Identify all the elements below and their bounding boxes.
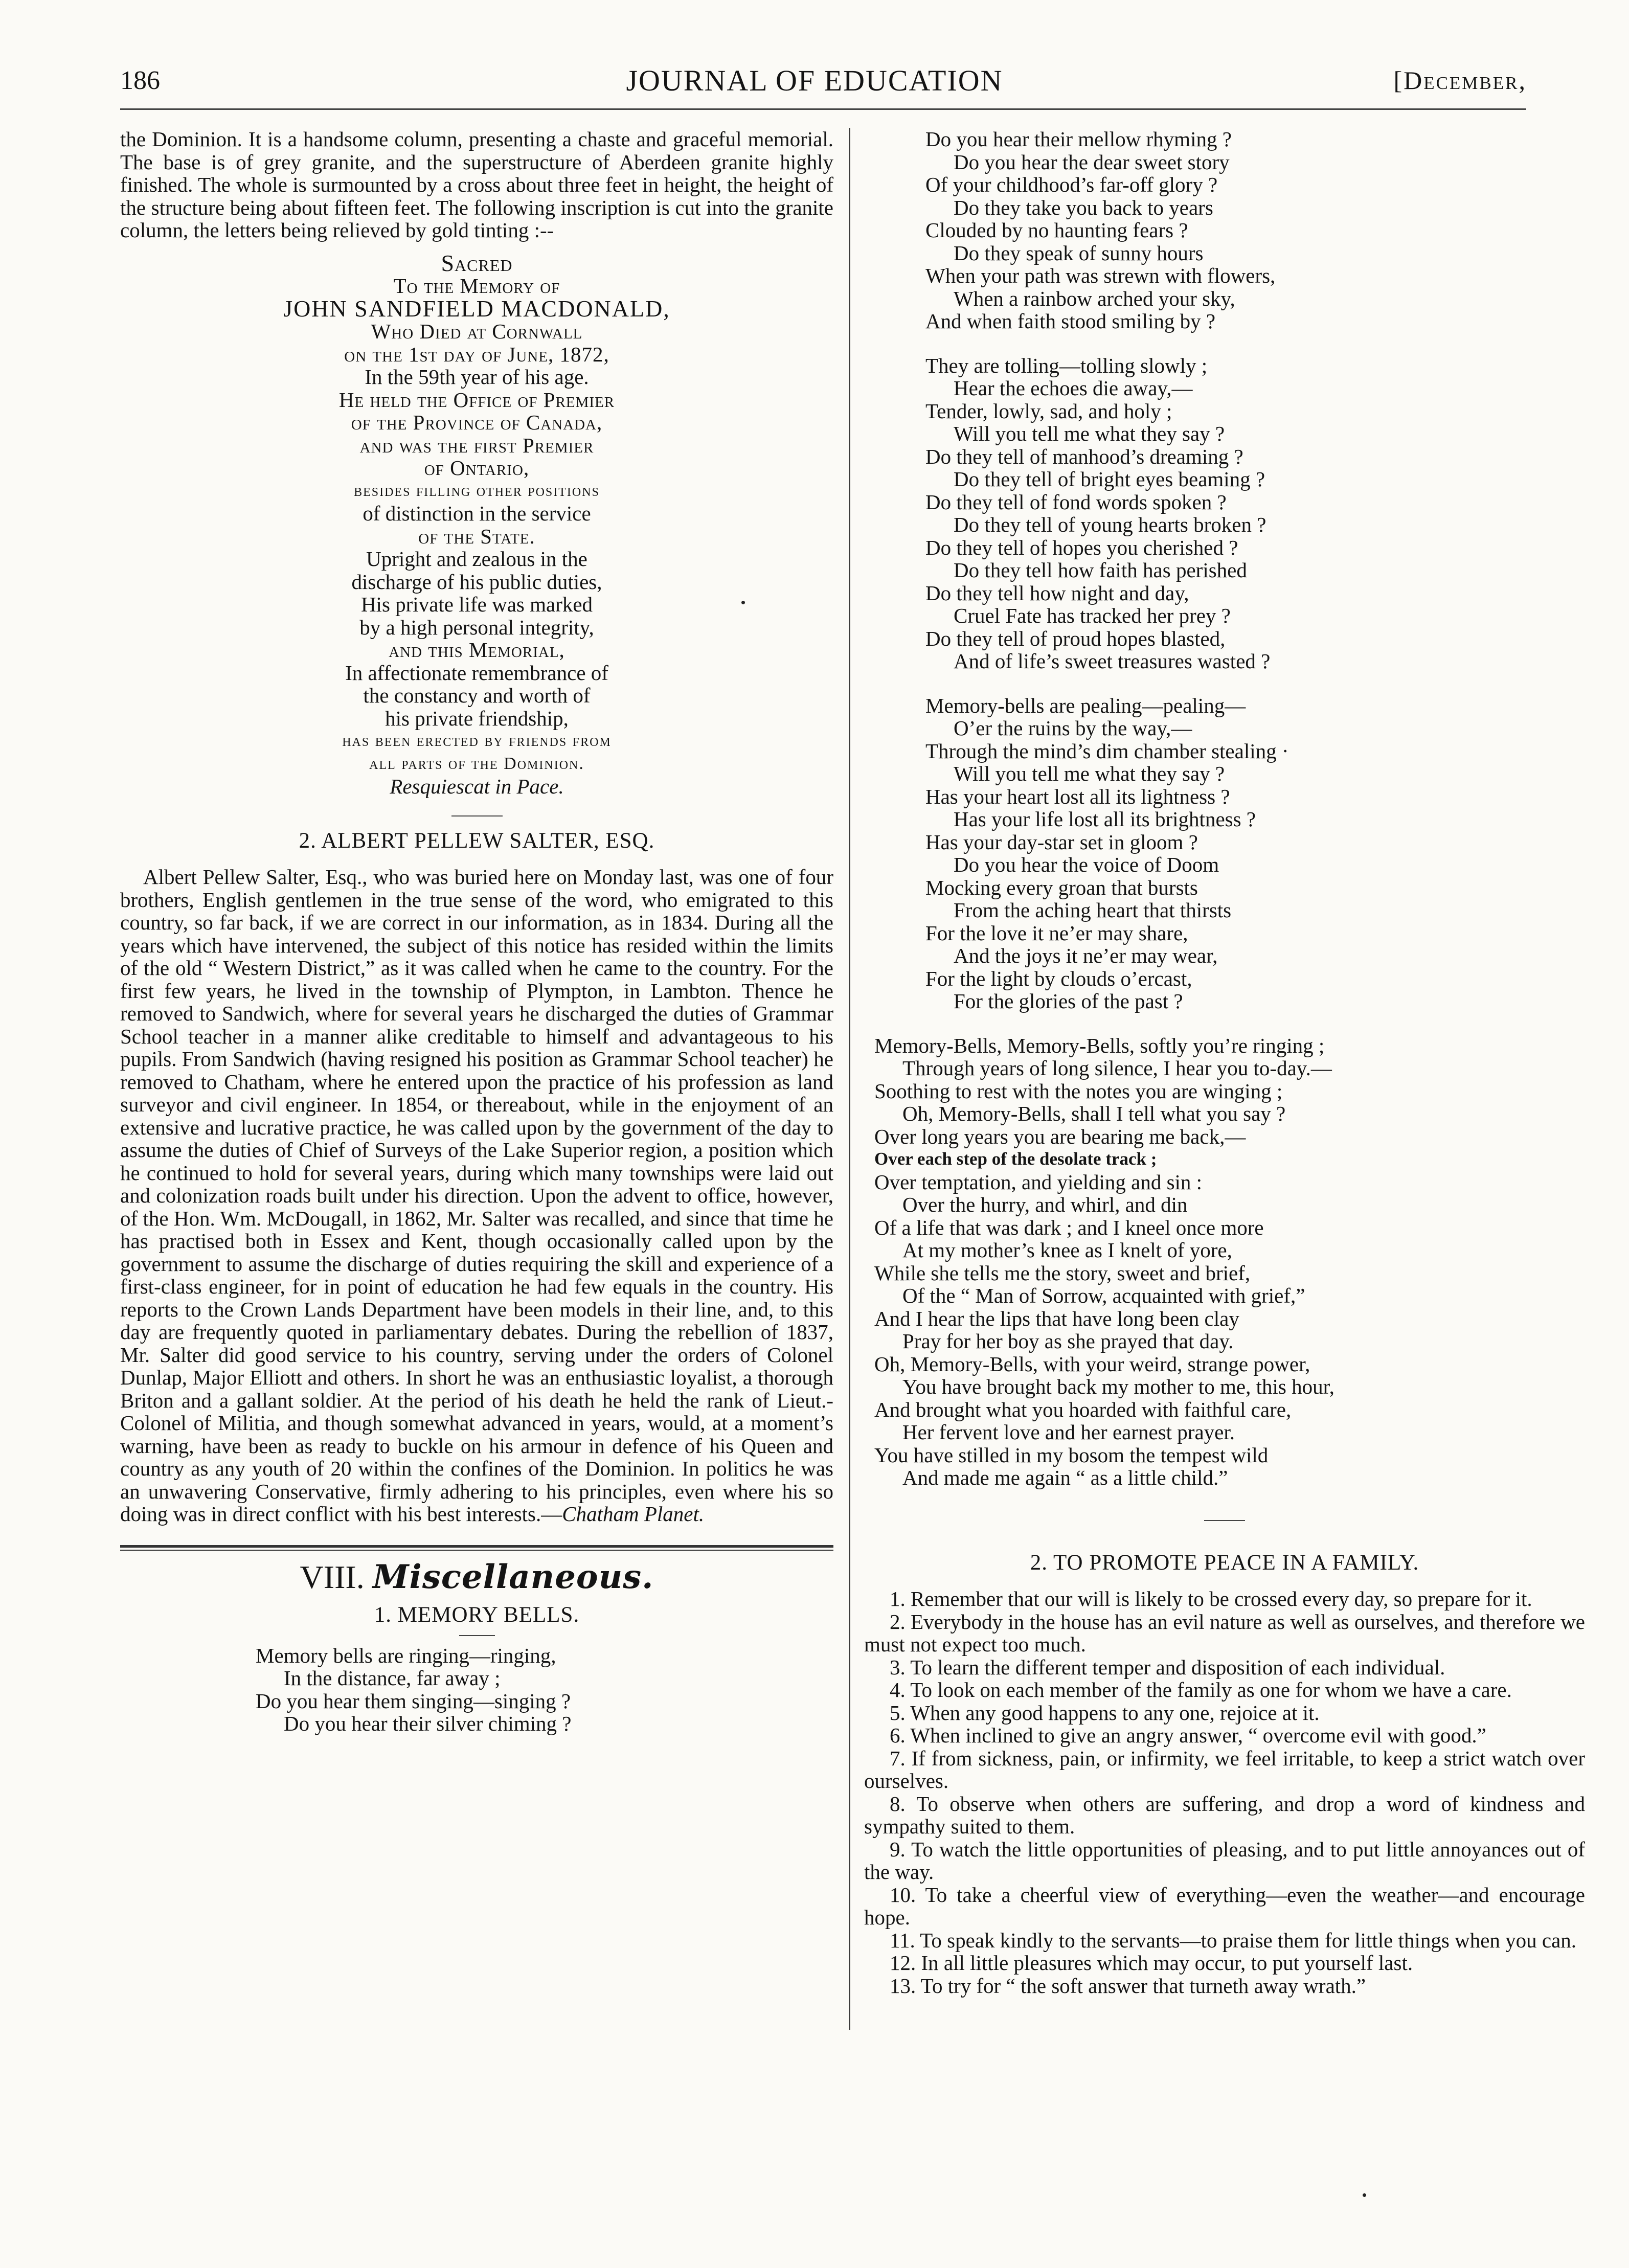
poem-line: Oh, Memory-Bells, shall I tell what you say ? xyxy=(902,1102,1286,1125)
inscription-line: and this Memorial, xyxy=(389,638,565,662)
poem-line: Do they speak of sunny hours xyxy=(954,241,1204,265)
inscription-line: has been erected by friends from xyxy=(342,731,612,750)
list-item: 10. To take a cheerful view of everything—even the weather—and encourage hope. xyxy=(864,1883,1585,1929)
page-header xyxy=(0,0,1629,118)
poem-line: Her fervent love and her earnest prayer. xyxy=(902,1420,1235,1444)
poem-line: While she tells me the story, sweet and brief, xyxy=(874,1261,1251,1285)
poem-line: Do they tell of manhood’s dreaming ? xyxy=(925,444,1243,468)
poem-line: Over long years you are bearing me back,— xyxy=(874,1124,1246,1148)
inscription-line: and was the first Premier xyxy=(359,433,594,457)
inscription-line: Upright and zealous in the xyxy=(366,547,587,571)
page-number: 186 xyxy=(120,66,160,95)
memory-bells-stanza-1 xyxy=(864,128,1585,1013)
issue-month: [December, xyxy=(1393,66,1527,95)
poem-line: You have stilled in my bosom the tempest wild xyxy=(874,1443,1269,1467)
poem-line: Over temptation, and yielding and sin : xyxy=(874,1170,1203,1194)
memory-bells-opening xyxy=(256,1644,695,1735)
ink-speck xyxy=(741,601,745,604)
inscription-line: His private life was marked xyxy=(360,593,593,616)
poem-line: They are tolling—tolling slowly ; xyxy=(925,353,1208,377)
salter-text: Albert Pellew Salter, Esq., who was buried here on Monday last, was one of four brothers, English gentlemen in the true sense of the word, who emigrated to this country, so far back, if we are correct in our information, as in 1834. During all the years which have intervened, the subject of this notice has resided within the limits of the old “ Western District,” as it was called when he came to the country. For the first few years, he lived in the township of Plympton, in Lambton. Thence he removed to Sandwich, where for several years he discharged the duties of Grammar School teacher in a manner alike creditable to himself and advantageous to his pupils. From Sandwich (having resigned his position as Grammar School teacher) he removed to Chatham, where he entered upon the practice of his profession as land surveyor and civil engineer. In 1854, or thereabout, while in the enjoyment of an extensive and lucrative practice, he was called upon by the government of the day to assume the duties of Chief of Surveys of the Lake Superior region, a position which he continued to hold for several years, during which many townships were laid out and colonization roads built under his direction. Upon the advent to office, however, of the Hon. Wm. McDougall, in 1862, Mr. Salter was recalled, and since that time he has practised both in Essex and Kent, though occasionally called upon by the government to assume the discharge of duties requiring the skill and experience of a first-class engineer, for in point of education he had few equals in the country. His reports to the Crown Lands Department have been models in their line, and, to this day are frequently quoted in parliamentary debates. During the rebellion of 1837, Mr. Salter did good service to his country, serving under the orders of Colonel Dunlap, Major Elliott and others. In short he was an enthusiastic loyalist, a thorough Briton and a gallant soldier. At the period of his death he held the rank of Lieut.-Colonel of Militia, and though somewhat advanced in years, would, at a moment’s warning, have been as ready to buckle on his armour in defence of his Queen and country as any youth of 20 within the confines of the Dominion. In politics he was an unwavering Conservative, firmly adhering to his principles, even where his so doing was in direct conflict with his best interests.— xyxy=(120,865,833,1526)
poem-line: Through years of long silence, I hear you to-day.— xyxy=(902,1056,1332,1080)
poem-line: Has your day-star set in gloom ? xyxy=(925,830,1198,854)
inscription-line: In the 59th year of his age. xyxy=(365,365,589,389)
header-rule xyxy=(120,108,1526,110)
inscription-line: by a high personal integrity, xyxy=(359,615,594,639)
inscription-line: of the Province of Canada, xyxy=(351,411,603,434)
poem-line: Memory bells are ringing—ringing, xyxy=(256,1643,556,1667)
peace-heading: 2. TO PROMOTE PEACE IN A FAMILY. xyxy=(1030,1550,1419,1575)
poem-line: Do you hear the voice of Doom xyxy=(954,853,1219,876)
section-title: Miscellaneous. xyxy=(372,1557,654,1596)
journal-title: JOURNAL OF EDUCATION xyxy=(626,64,1003,97)
ink-speck xyxy=(1363,2193,1366,2197)
double-rule xyxy=(120,1545,833,1551)
poem-line: O’er the ruins by the way,— xyxy=(954,716,1192,740)
poem-line: You have brought back my mother to me, this hour, xyxy=(902,1375,1334,1398)
poem-line: At my mother’s knee as I knelt of yore, xyxy=(902,1238,1232,1262)
poem-line: Mocking every groan that bursts xyxy=(925,875,1198,899)
inscription-line: Sacred xyxy=(441,250,513,276)
memory-bells-stanza-3 xyxy=(925,694,1585,1013)
salter-heading: 2. ALBERT PELLEW SALTER, ESQ. xyxy=(299,828,655,853)
list-item: 6. When inclined to give an angry answer, “ overcome evil with good.” xyxy=(890,1723,1486,1747)
poem-line: For the love it ne’er may share, xyxy=(925,921,1188,945)
memorial-intro: the Dominion. It is a handsome column, presenting a chaste and graceful memorial. The base is of grey granite, and the superstructure of Aberdeen granite highly finished. The whole is surmounted by a cross about three feet in height, the height of the structure being about fifteen feet. The following inscription is cut into the granite column, the letters being relieved by gold tinting :-- xyxy=(120,127,833,242)
poem-line: Of a life that was dark ; and I kneel once more xyxy=(874,1215,1264,1239)
list-item: 3. To learn the different temper and disposition of each individual. xyxy=(890,1655,1445,1679)
inscription-line: JOHN SANDFIELD MACDONALD, xyxy=(283,295,670,322)
list-item: 8. To observe when others are suffering, and drop a word of kindness and sympathy suited to them. xyxy=(864,1791,1585,1838)
list-item: 2. Everybody in the house has an evil nature as well as ourselves, and therefore we must not expect too much. xyxy=(864,1609,1585,1656)
poem-line: Pray for her boy as she prayed that day. xyxy=(902,1329,1234,1353)
poem-line: Has your heart lost all its lightness ? xyxy=(925,784,1230,808)
salter-source: Chatham Planet. xyxy=(562,1502,705,1526)
list-item: 9. To watch the little opportunities of pleasing, and to put little annoyances out of the way. xyxy=(864,1837,1585,1884)
memory-bells-heading: 1. MEMORY BELLS. xyxy=(374,1603,580,1627)
poem-line: Do they tell how night and day, xyxy=(925,581,1189,605)
poem-line: Clouded by no haunting fears ? xyxy=(925,218,1188,242)
inscription-line: Who Died at Cornwall xyxy=(371,320,583,343)
inscription-line: all parts of the Dominion. xyxy=(369,754,584,773)
poem-line: In the distance, far away ; xyxy=(284,1666,501,1690)
column-divider xyxy=(849,128,850,2030)
poem-line: Do you hear them singing—singing ? xyxy=(256,1689,571,1713)
poem-line: Through the mind’s dim chamber stealing · xyxy=(925,739,1289,763)
poem-line: Do they tell how faith has perished xyxy=(954,558,1247,582)
section-divider xyxy=(1204,1520,1245,1521)
inscription-line: of the State. xyxy=(418,524,535,548)
list-item: 1. Remember that our will is likely to be crossed every day, so prepare for it. xyxy=(890,1587,1532,1611)
inscription-line: In affectionate remembrance of xyxy=(345,661,608,685)
poem-line: Do they tell of proud hopes blasted, xyxy=(925,626,1226,650)
poem-line: For the glories of the past ? xyxy=(954,989,1183,1013)
poem-rule xyxy=(459,1635,495,1636)
poem-line: Of the “ Man of Sorrow, acquainted with grief,” xyxy=(902,1284,1305,1307)
section-heading xyxy=(120,1557,833,1596)
inscription-line: his private friendship, xyxy=(385,706,569,730)
poem-line: Memory-Bells, Memory-Bells, softly you’re ringing ; xyxy=(874,1033,1325,1057)
poem-line: Memory-bells are pealing—pealing— xyxy=(925,693,1246,717)
inscription-line: discharge of his public duties, xyxy=(351,570,602,594)
list-item: 12. In all little pleasures which may occur, to put yourself last. xyxy=(890,1951,1413,1975)
poem-line: Cruel Fate has tracked her prey ? xyxy=(954,604,1231,627)
poem-line: Soothing to rest with the notes you are winging ; xyxy=(874,1079,1283,1103)
peace-list xyxy=(864,1587,1585,1997)
inscription-line: the constancy and worth of xyxy=(363,684,591,707)
poem-line: From the aching heart that thirsts xyxy=(954,898,1232,922)
section-number: VIII. xyxy=(300,1558,365,1595)
right-column xyxy=(864,128,1585,1997)
salter-obituary xyxy=(120,866,833,1526)
poem-line: Has your life lost all its brightness ? xyxy=(954,807,1256,831)
inscription-line: besides filling other positions xyxy=(354,481,600,500)
poem-line: Do you hear the dear sweet story xyxy=(954,150,1230,174)
section-divider xyxy=(451,815,503,817)
poem-line: Hear the echoes die away,— xyxy=(954,376,1193,400)
poem-line: And I hear the lips that have long been clay xyxy=(874,1306,1239,1330)
poem-line: Of your childhood’s far-off glory ? xyxy=(925,173,1218,196)
inscription-line: of Ontario, xyxy=(424,456,530,480)
list-item: 13. To try for “ the soft answer that turneth away wrath.” xyxy=(890,1974,1366,1998)
poem-line: And of life’s sweet treasures wasted ? xyxy=(954,649,1271,673)
poem-line: For the light by clouds o’ercast, xyxy=(925,966,1192,990)
poem-line: Do they tell of bright eyes beaming ? xyxy=(954,467,1265,491)
list-item: 4. To look on each member of the family as one for whom we have a care. xyxy=(890,1678,1512,1702)
list-item: 7. If from sickness, pain, or infirmity, we feel irritable, to keep a strict watch over ourselves. xyxy=(864,1746,1585,1793)
inscription-line: He held the Office of Premier xyxy=(338,388,615,412)
poem-line: Will you tell me what they say ? xyxy=(954,422,1225,445)
poem-line: When a rainbow arched your sky, xyxy=(954,286,1235,310)
memorial-inscription xyxy=(120,252,833,798)
poem-line: Do they take you back to years xyxy=(954,195,1213,219)
poem-line: Do they tell of hopes you cherished ? xyxy=(925,535,1238,559)
poem-line: And the joys it ne’er may wear, xyxy=(954,944,1218,967)
memory-bells-stanza-4 xyxy=(864,1034,1585,1489)
poem-line: Do you hear their silver chiming ? xyxy=(284,1712,572,1735)
poem-line: And brought what you hoarded with faithful care, xyxy=(874,1397,1292,1421)
poem-line: And when faith stood smiling by ? xyxy=(925,309,1216,333)
list-item: 11. To speak kindly to the servants—to praise them for little things when you can. xyxy=(890,1928,1577,1952)
inscription-line: on the 1st day of June, 1872, xyxy=(344,342,609,366)
inscription-line: To the Memory of xyxy=(393,274,560,298)
poem-line: Do they tell of fond words spoken ? xyxy=(925,490,1227,514)
inscription-line: Resquiescat in Pace. xyxy=(390,775,564,798)
poem-line: And made me again “ as a little child.” xyxy=(902,1466,1228,1489)
poem-line: Do they tell of young hearts broken ? xyxy=(954,513,1266,536)
inscription-line: of distinction in the service xyxy=(363,502,591,525)
poem-line: Tender, lowly, sad, and holy ; xyxy=(925,399,1172,423)
poem-line: Will you tell me what they say ? xyxy=(954,762,1225,785)
poem-line: Over each step of the desolate track ; xyxy=(874,1149,1157,1169)
list-item: 5. When any good happens to any one, rejoice at it. xyxy=(890,1700,1320,1725)
poem-line: When your path was strewn with flowers, xyxy=(925,264,1276,287)
poem-line: Over the hurry, and whirl, and din xyxy=(902,1193,1188,1216)
memory-bells-stanza-2 xyxy=(925,354,1585,673)
left-column xyxy=(120,128,833,1735)
poem-line: Oh, Memory-Bells, with your weird, strange power, xyxy=(874,1352,1310,1376)
poem-line: Do you hear their mellow rhyming ? xyxy=(925,127,1232,151)
